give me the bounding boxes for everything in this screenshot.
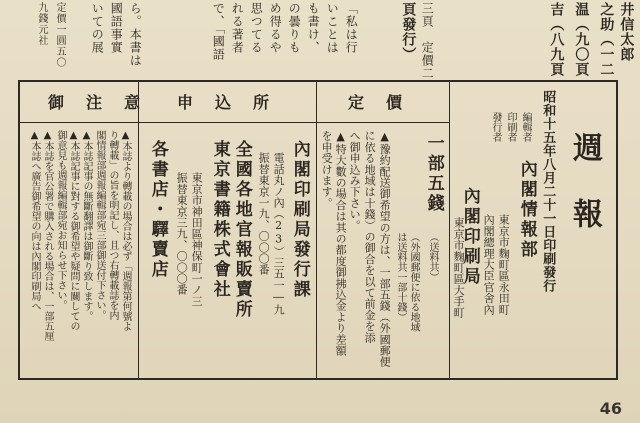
strip-column: 之助（一二 <box>598 2 615 77</box>
publisher-label: 發行者 <box>490 112 501 142</box>
office-transfer: 振替東京三九、〇〇〇番 <box>175 172 189 296</box>
strip-column: ら。本書は <box>128 2 143 67</box>
editor-label: 編輯者 <box>520 112 531 142</box>
notice-heading: 御注意 <box>48 93 163 112</box>
page-number: 46 <box>599 399 622 418</box>
price-heading: 定價 <box>348 93 425 112</box>
strip-column: め得るや <box>268 2 283 54</box>
strip-column: も書け、 <box>306 2 321 54</box>
price-bullet: を申受けます。 <box>320 130 334 209</box>
column-divider <box>316 82 317 378</box>
column-divider <box>138 82 139 378</box>
notice-bullet: り轉載」の旨を明記し、且つ右轉載誌を内 <box>107 130 118 320</box>
application-heading: 申込所 <box>177 93 292 112</box>
office-name: 東京書籍株式會社 <box>209 140 230 300</box>
price-main: 一部五錢 <box>423 134 444 214</box>
heading-rule <box>20 122 449 123</box>
strip-column: 井信太郎 <box>618 2 635 62</box>
editor-name: 內閣情報部 <box>516 160 537 260</box>
strip-column: 國語事實 <box>109 2 124 54</box>
price-foreign-note: （外國郵便に依る地域 <box>408 232 419 332</box>
masthead-date: 昭和十五年八月二十一日印刷發行 <box>540 90 556 293</box>
strip-column: 定價一圓五〇 <box>54 2 65 68</box>
office-name: 各書店・驛賣店 <box>147 140 168 280</box>
colophon-table <box>18 80 618 380</box>
strip-column: の曇りも <box>287 2 302 54</box>
column-divider <box>449 82 450 378</box>
office-name: 全國各地官報販賣所 <box>231 140 252 320</box>
strip-column: 温（九〇頁 <box>573 2 590 77</box>
printer-name: 內閣印刷局 <box>459 187 480 287</box>
strip-column: 思つてる <box>249 2 264 54</box>
office-address: 東京市神田區神保町一ノ三 <box>190 172 204 307</box>
price-foreign-note: は送料共一部十錢） <box>395 232 406 322</box>
strip-column: 頁發行） <box>400 2 417 62</box>
price-postage: （送料共） <box>427 232 438 282</box>
office-transfer: 振替東京一九、〇〇〇番 <box>257 152 271 276</box>
office-name: 內閣印刷局發行課 <box>289 140 310 300</box>
strip-column: 三頁 定價二 <box>420 2 435 80</box>
notice-bullet: ▲本誌へ廣告御希望の向は內閣印刷局へ <box>29 130 40 311</box>
printer-address: 東京市麴町區大手町 <box>452 217 466 318</box>
masthead-title: 週報 <box>567 132 602 264</box>
price-bullet: へ御申込み下さい。 <box>348 130 362 231</box>
printer-label: 印刷者 <box>505 112 516 142</box>
strip-column: いての展 <box>90 2 105 54</box>
price-bullet: ▲豫約配送御希望の方は、一部五錢（外國郵便 <box>378 130 392 368</box>
strip-column: れる著者 <box>230 2 245 54</box>
strip-column: で、「國語 <box>211 2 226 61</box>
notice-bullet: 御意見も週報編輯部宛お知らせ下さい。 <box>55 130 66 310</box>
notice-bullet: 閣情報部週報編輯部宛三部御送付下さい。 <box>94 130 105 320</box>
editor-address: 東京市麴町區永田町 <box>497 214 511 315</box>
notice-bullet: ▲本誌を官公署で購入される場合は、一部五厘 <box>42 130 53 341</box>
strip-column: いことは <box>325 2 340 54</box>
strip-column: 吉（八九頁 <box>548 2 565 77</box>
strip-column: 九錢元社 <box>36 2 47 46</box>
strip-column: 「私は行 <box>344 2 359 54</box>
price-bullet: ▲特大數の場合は其の都度御拂込金より差額 <box>334 130 348 356</box>
office-phone: 電話丸ノ內（23）三五一―九 <box>272 152 286 315</box>
notice-bullet: ▲本誌記事に對する御希望や疑問に關しての <box>68 130 79 331</box>
notice-bullet: ▲本誌記事の無斷翻譯は御斷り致します。 <box>81 130 92 321</box>
editor-address: 內閣總理大臣官舍內 <box>482 214 496 315</box>
price-bullet: に依る地域は十錢）の御合を以て前金を添 <box>363 130 377 343</box>
notice-bullet: ▲本誌より轉載の場合は必ず「週報第何號よ <box>120 130 131 331</box>
